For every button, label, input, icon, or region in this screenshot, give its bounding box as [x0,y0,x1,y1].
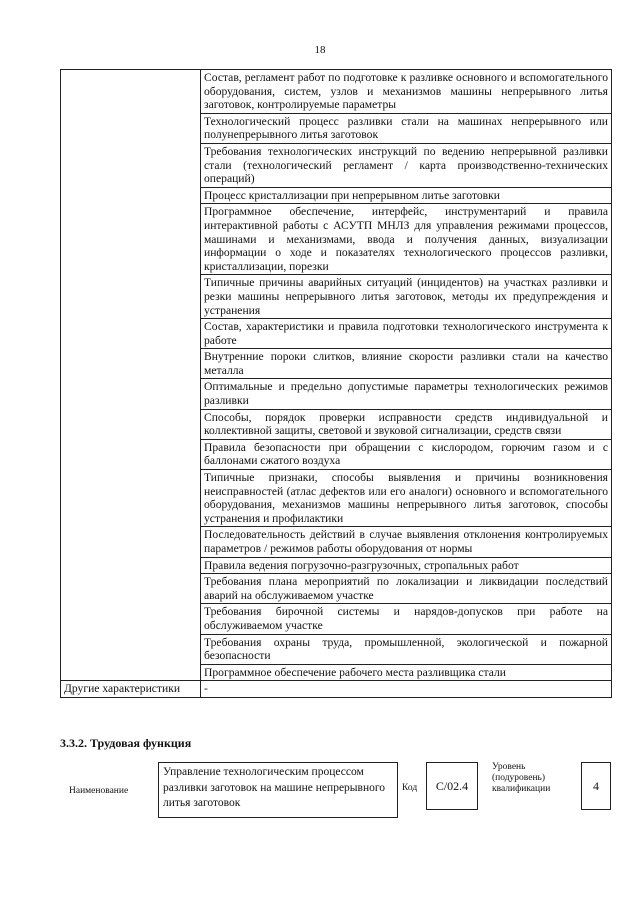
required-knowledge-table [60,69,612,698]
knowledge-item: Правила безопасности при обращении с кислородом, горючим газом и с баллонами сжатого воздуха [201,439,612,469]
knowledge-item: Программное обеспечение, интерфейс, инструментарий и правила интерактивной работы с АСУТП МНЛЗ для управления режимами процессов, машинами и механизмами, ввода и получения данных, визуализации информации о ходе и показателях технологического процессов разливки, кристаллизации, порезки [201,204,612,275]
page-number: 18 [314,44,326,56]
labor-function-title: Управление технологическим процессом разливки заготовок на машине непрерывного литья заготовок [158,762,398,818]
knowledge-item: Требования охраны труда, промышленной, экологической и пожарной безопасности [201,634,612,664]
knowledge-item: Состав, характеристики и правила подготовки технологического инструмента к работе [201,319,612,349]
other-characteristics-label: Другие характеристики [61,681,201,698]
knowledge-item: Внутренние пороки слитков, влияние скорости разливки стали на качество металла [201,349,612,379]
knowledge-item: Требования бирочной системы и нарядов-допусков при работе на обслуживаемом участке [201,604,612,634]
table-row [61,70,612,114]
left-column-cell [61,70,201,681]
knowledge-item: Программное обеспечение рабочего места разливщика стали [201,664,612,681]
knowledge-item: Требования технологических инструкций по ведению непрерывной разливки стали (технологический регламент / карта производственно-технических операций) [201,143,612,187]
knowledge-item: Типичные причины аварийных ситуаций (инцидентов) на участках разливки и резки машины непрерывного литья заготовок, методы их предупреждения и устранения [201,275,612,319]
knowledge-item: Технологический процесс разливки стали на машинах непрерывного или полунепрерывного литья заготовок [201,113,612,143]
knowledge-item: Способы, порядок проверки исправности средств индивидуальной и коллективной защиты, световой и звуковой сигнализации, средств связи [201,409,612,439]
knowledge-item: Правила ведения погрузочно-разгрузочных, стропальных работ [201,557,612,574]
labor-function-row [60,762,612,818]
qualification-level-value: 4 [581,762,611,810]
knowledge-item: Оптимальные и предельно допустимые параметры технологических режимов разливки [201,379,612,409]
table-row [61,681,612,698]
knowledge-item: Требования плана мероприятий по локализации и ликвидации последствий аварий на обслуживаемом участке [201,574,612,604]
code-value: С/02.4 [426,762,478,810]
name-label: Наименование [69,786,129,796]
section-heading: 3.3.2. Трудовая функция [60,736,192,750]
knowledge-item: Состав, регламент работ по подготовке к разливке основного и вспомогательного оборудования, систем, узлов и механизмов машины непрерывного литья заготовок, контролируемые параметры [201,70,612,114]
knowledge-item: Процесс кристаллизации при непрерывном литье заготовки [201,187,612,204]
knowledge-item: Типичные признаки, способы выявления и причины возникновения неисправностей (атлас дефектов или его аналоги) основного и вспомогательного оборудования, механизмов машины непрерывного литья заготовок, способы устранения и профилактики [201,470,612,527]
other-characteristics-value: - [201,681,612,698]
code-label: Код [402,783,418,793]
qualification-level-label: Уровень (подуровень) квалификации [492,762,551,794]
knowledge-item: Последовательность действий в случае выявления отклонения контролируемых параметров / режимов работы оборудования от нормы [201,527,612,557]
